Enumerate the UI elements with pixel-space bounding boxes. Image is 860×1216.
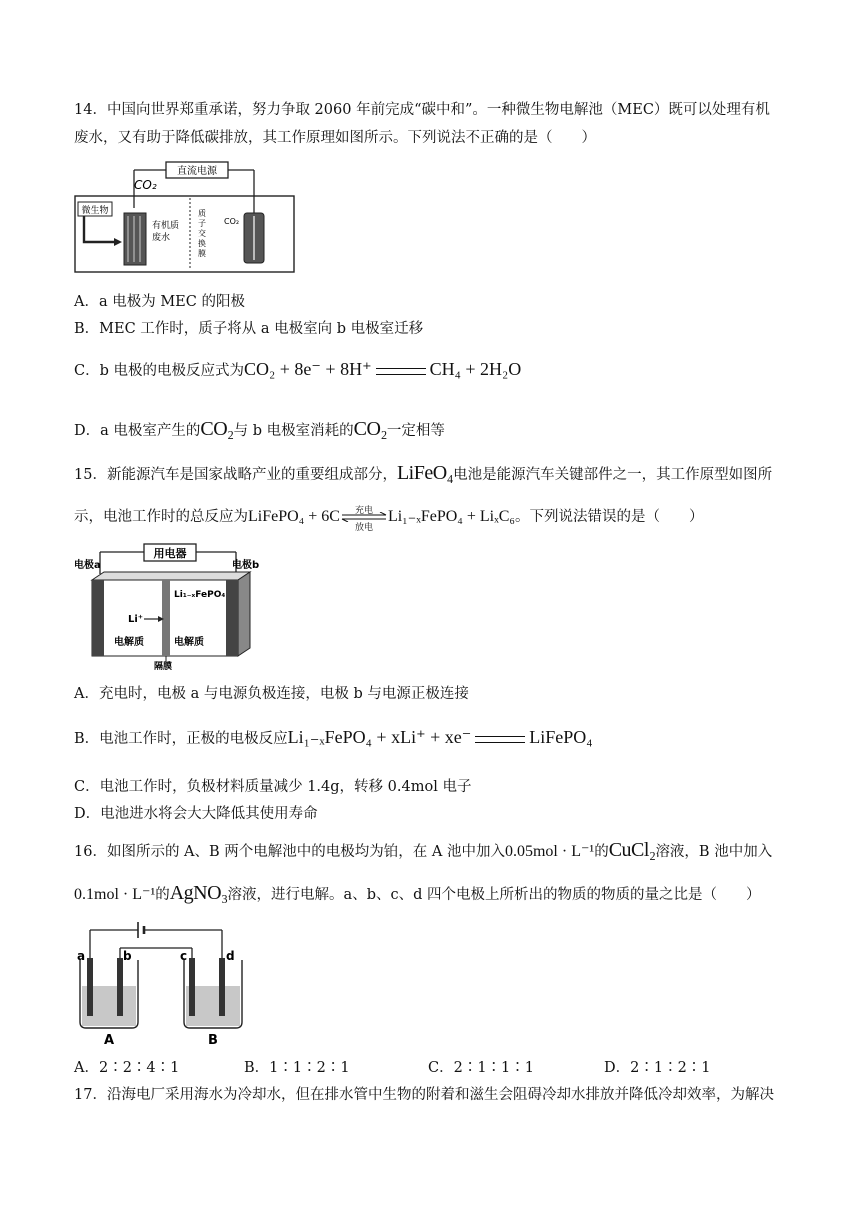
q14-d-co2-2: CO₂ bbox=[353, 418, 387, 440]
q15-eq-left: LiFePO₄ + 6C bbox=[248, 508, 340, 525]
q15-option-b[interactable] bbox=[74, 727, 593, 748]
power-supply-label: 直流电源 bbox=[177, 166, 217, 177]
membrane-char4: 换 bbox=[198, 239, 206, 248]
q16-stem2-mid: 的 bbox=[155, 887, 170, 903]
q16-option-c[interactable]: C．2∶1∶1∶1 bbox=[428, 1060, 534, 1076]
membrane-char1: 质 bbox=[198, 209, 206, 218]
membrane-char3: 交 bbox=[198, 229, 206, 238]
reversible-arrow-icon bbox=[340, 506, 388, 533]
membrane-char5: 膜 bbox=[198, 249, 206, 258]
q16-option-d[interactable]: D．2∶1∶2∶1 bbox=[604, 1060, 711, 1076]
q16-stem-pre: 16．如图所示的 A、B 两个电解池中的电极均为铂，在 A 池中加入 bbox=[74, 844, 505, 860]
co2-label-a: CO₂ bbox=[134, 178, 157, 192]
q16-stem-post: 溶液，B 池中加入 bbox=[655, 844, 773, 860]
organic-label: 有机质 bbox=[152, 221, 180, 231]
q14-option-d[interactable] bbox=[74, 418, 445, 441]
q14-option-a[interactable]: A．a 电极为 MEC 的阳极 bbox=[74, 294, 245, 310]
q14-option-c[interactable] bbox=[74, 359, 521, 380]
q15-option-d[interactable]: D．电池进水将会大大降低其使用寿命 bbox=[74, 806, 318, 822]
electrode-b-label: 电极b bbox=[232, 560, 260, 571]
electrolysis-diagram bbox=[74, 918, 270, 1048]
membrane-char2: 子 bbox=[198, 219, 206, 228]
q16-agno3: AgNO₃ bbox=[169, 882, 228, 904]
q14-option-b[interactable]: B．MEC 工作时，质子将从 a 电极室向 b 电极室迁移 bbox=[74, 321, 424, 337]
q15-stem-post: 电池是能源汽车关键部件之一，其工作原型如图所 bbox=[453, 467, 773, 483]
co2-label-b: CO₂ bbox=[224, 217, 240, 226]
q14-c-eq-left: CO₂ + 8e⁻ + 8H⁺ bbox=[244, 359, 372, 379]
q16-option-b[interactable]: B．1∶1∶2∶1 bbox=[244, 1060, 350, 1076]
electrode-a-label: 电极a bbox=[74, 560, 101, 571]
cell-b-label: B bbox=[208, 1033, 218, 1048]
q16-conc2: 0.1mol · L⁻¹ bbox=[74, 886, 156, 903]
q16-stem-mid: 的 bbox=[594, 844, 609, 860]
equals-symbol bbox=[475, 736, 525, 743]
electrolyte-right-label: 电解质 bbox=[174, 637, 204, 648]
battery-diagram bbox=[74, 542, 270, 670]
discharge-label: 放电 bbox=[354, 523, 373, 533]
q15-b-eq-right: LiFePO₄ bbox=[529, 727, 593, 747]
q15-stem2-pre: 示，电池工作时的总反应为 bbox=[74, 509, 248, 525]
electrode-a-label: a bbox=[77, 949, 86, 963]
q15-stem2-post: 。下列说法错误的是（ ） bbox=[515, 509, 704, 525]
q14-d-co2-1: CO₂ bbox=[200, 418, 234, 440]
electrode-c-label: c bbox=[180, 949, 188, 963]
wastewater-label: 废水 bbox=[152, 233, 171, 243]
q16-cucl2: CuCl₂ bbox=[608, 839, 656, 861]
q15-option-b-prefix: B．电池工作时，正极的电极反应 bbox=[74, 731, 288, 747]
q16-stem2-post: 溶液，进行电解。a、b、c、d 四个电极上所析出的物质的物质的量之比是（ ） bbox=[227, 887, 761, 903]
charge-label: 充电 bbox=[354, 506, 373, 516]
q15-stem-pre: 15．新能源汽车是国家战略产业的重要组成部分， bbox=[74, 467, 397, 483]
cell-a-label: A bbox=[103, 1033, 115, 1048]
separator-label: 隔膜 bbox=[154, 662, 173, 670]
q17-stem-line1: 17．沿海电厂采用海水为冷却水，但在排水管中生物的附着和滋生会阻碍冷却水排放并降低冷却效率，为解决 bbox=[74, 1087, 774, 1103]
q14-d-end: 一定相等 bbox=[386, 423, 445, 439]
q14-option-d-prefix: D．a 电极室产生的 bbox=[74, 423, 201, 439]
device-label: 用电器 bbox=[153, 547, 187, 560]
q14-stem-line1: 14．中国向世界郑重承诺，努力争取 2060 年前完成“碳中和”。一种微生物电解池（MEC）既可以处理有机 bbox=[74, 102, 770, 118]
mec-diagram bbox=[74, 158, 296, 276]
q16-conc1: 0.05mol · L⁻¹ bbox=[504, 843, 595, 860]
li-ion-label: Li⁺ bbox=[128, 614, 144, 625]
electrode-d-label: d bbox=[226, 949, 235, 963]
q15-eq-right: Li₁₋ₓFePO₄ + LiₓC₆ bbox=[387, 508, 515, 525]
electrolyte-left-label: 电解质 bbox=[114, 637, 144, 648]
q15-stem-line2 bbox=[74, 505, 704, 533]
q14-d-mid: 与 b 电极室消耗的 bbox=[233, 423, 354, 439]
microbe-label: 微生物 bbox=[81, 206, 109, 216]
q16-options bbox=[74, 1056, 711, 1077]
q15-option-a[interactable]: A．充电时，电极 a 与电源负极连接，电极 b 与电源正极连接 bbox=[74, 686, 469, 702]
q14-c-eq-right: CH₄ + 2H₂O bbox=[429, 359, 522, 379]
q15-option-c[interactable]: C．电池工作时，负极材料质量减少 1.4g，转移 0.4mol 电子 bbox=[74, 779, 472, 795]
q16-stem-line2 bbox=[74, 882, 760, 905]
q15-stem-formula: LiFeO₄ bbox=[396, 462, 454, 484]
q14-stem-line2: 废水，又有助于降低碳排放，其工作原理如图所示。下列说法不正确的是（ ） bbox=[74, 130, 596, 146]
q15-stem-line1 bbox=[74, 462, 772, 485]
electrode-b-label: b bbox=[123, 949, 132, 963]
equals-symbol bbox=[376, 368, 426, 375]
cathode-material-label: Li₁₋ₓFePO₄ bbox=[174, 590, 226, 600]
q16-stem-line1 bbox=[74, 839, 772, 862]
q16-option-a[interactable]: A．2∶2∶4∶1 bbox=[74, 1060, 180, 1076]
q15-b-eq-left: Li₁₋ₓFePO₄ + xLi⁺ + xe⁻ bbox=[287, 727, 472, 747]
q14-option-c-prefix: C．b 电极的电极反应式为 bbox=[74, 363, 244, 379]
